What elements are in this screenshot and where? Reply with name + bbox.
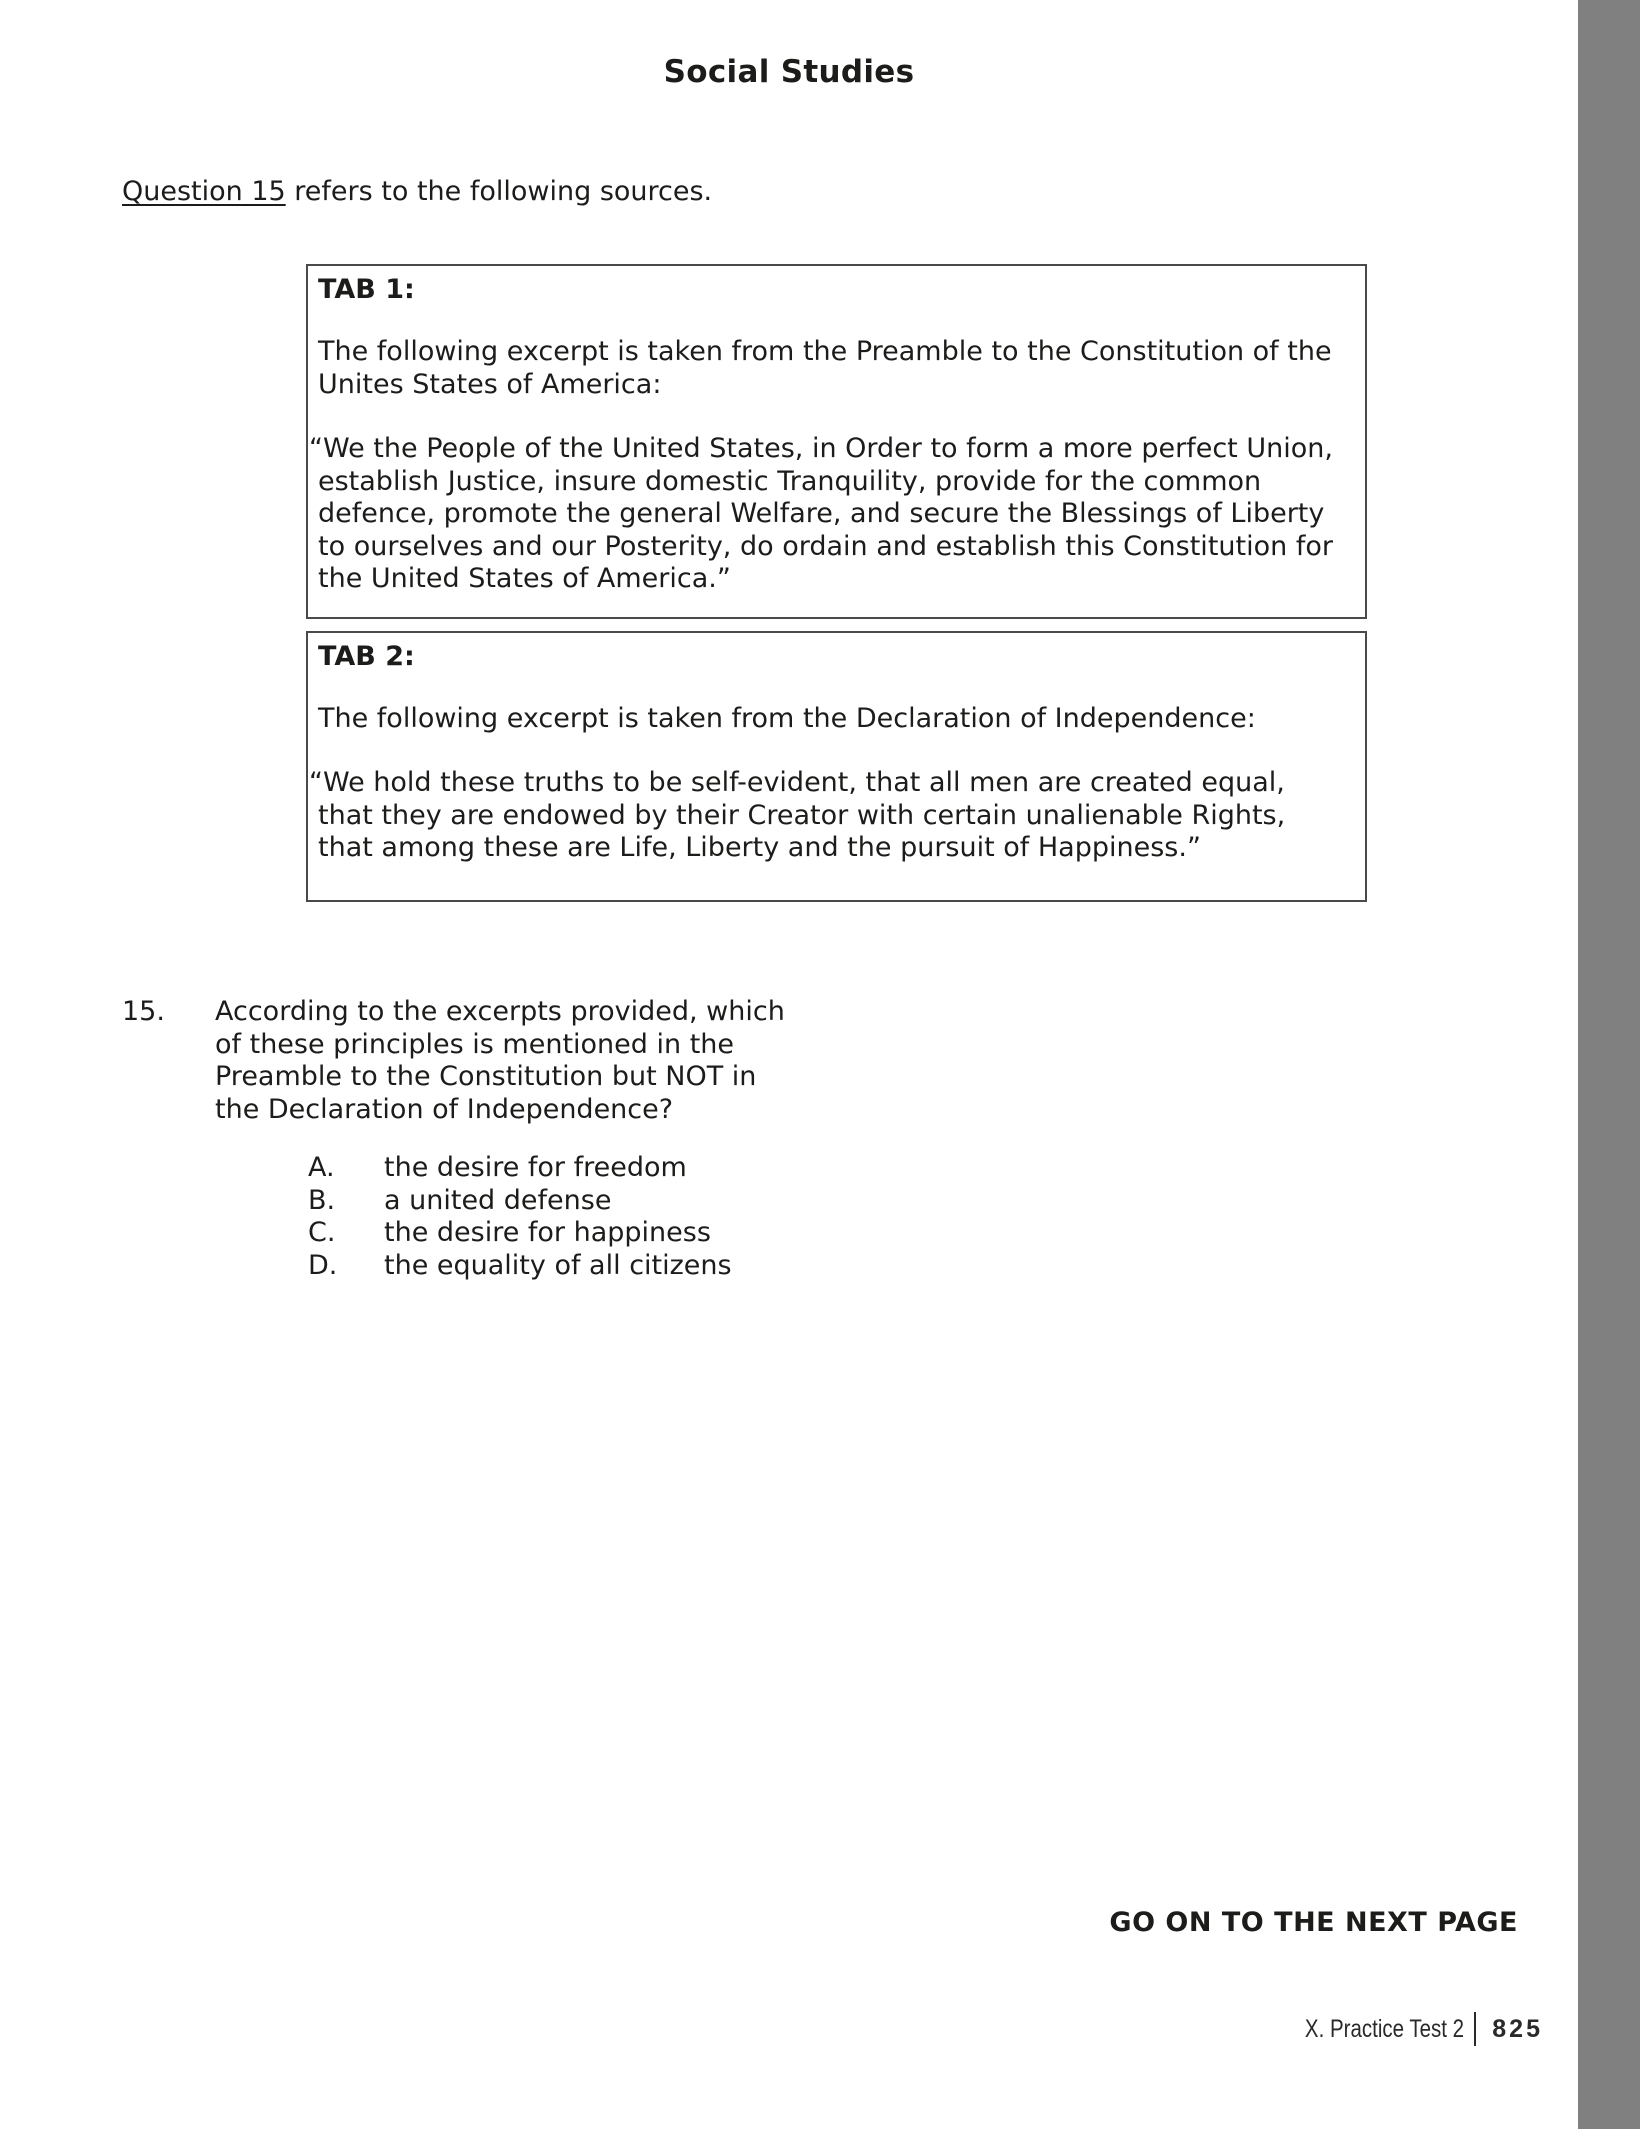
tab-intro-line: Unites States of America: (318, 369, 662, 400)
answer-choice-c[interactable] (308, 1217, 732, 1250)
page-title: Social Studies (663, 54, 915, 90)
tab-intro (318, 335, 1332, 401)
answer-choice-b[interactable] (308, 1185, 732, 1218)
choice-letter: D. (308, 1249, 338, 1281)
question-line: Preamble to the Constitution but NOT in (215, 1061, 757, 1093)
choice-text: a united defense (384, 1184, 612, 1216)
question-line: the Declaration of Independence? (215, 1093, 674, 1125)
quote-line: “We hold these truths to be self-evident, that all men are created equal, (309, 767, 1285, 798)
quote-line: to ourselves and our Posterity, do ordain and establish this Constitution for (318, 530, 1333, 562)
quote-line: the United States of America.” (318, 563, 731, 595)
question-line: According to the excerpts provided, which (215, 996, 785, 1027)
quote-line: that they are endowed by their Creator with certain unalienable Rights, (318, 799, 1286, 831)
source-intro-text: refers to the following sources. (285, 176, 713, 207)
go-on-next-page-notice: GO ON TO THE NEXT PAGE (1109, 1907, 1518, 1938)
choice-letter: B. (308, 1184, 336, 1216)
tab-quote (308, 433, 1333, 596)
source-intro (122, 176, 712, 207)
question-text (215, 996, 835, 1281)
question-line: of these principles is mentioned in the (215, 1028, 735, 1060)
choice-text: the desire for happiness (384, 1217, 711, 1249)
choice-letter: C. (308, 1217, 336, 1249)
footer-section-label: X. Practice Test 2 (1305, 2014, 1465, 2043)
page-footer (1270, 2012, 1543, 2046)
quote-line: establish Justice, insure domestic Tranquility, provide for the common (318, 465, 1262, 497)
page-number: 825 (1492, 2014, 1543, 2043)
question-number: 15. (122, 996, 165, 1027)
quote-line: “We the People of the United States, in Order to form a more perfect Union, (309, 433, 1333, 464)
answer-choices (308, 1152, 732, 1282)
choice-text: the equality of all citizens (384, 1249, 732, 1281)
tab-intro (318, 702, 1256, 735)
source-tab-1 (306, 264, 1367, 619)
tab-label: TAB 2: (318, 641, 415, 672)
quote-line: that among these are Life, Liberty and the pursuit of Happiness.” (318, 832, 1201, 864)
tab-label: TAB 1: (318, 274, 415, 305)
side-margin-bar (1578, 0, 1640, 2129)
source-tab-2 (306, 631, 1367, 902)
answer-choice-a[interactable] (308, 1152, 732, 1185)
tab-intro-line: The following excerpt is taken from the Preamble to the Constitution of the (318, 336, 1332, 367)
footer-divider (1474, 2012, 1476, 2046)
quote-line: defence, promote the general Welfare, and secure the Blessings of Liberty (318, 498, 1325, 530)
tab-intro-line: The following excerpt is taken from the Declaration of Independence: (318, 703, 1256, 734)
choice-letter: A. (308, 1152, 335, 1183)
choice-text: the desire for freedom (384, 1152, 687, 1183)
tab-quote (308, 767, 1285, 865)
question-reference: Question 15 (122, 176, 286, 207)
answer-choice-d[interactable] (308, 1250, 732, 1283)
